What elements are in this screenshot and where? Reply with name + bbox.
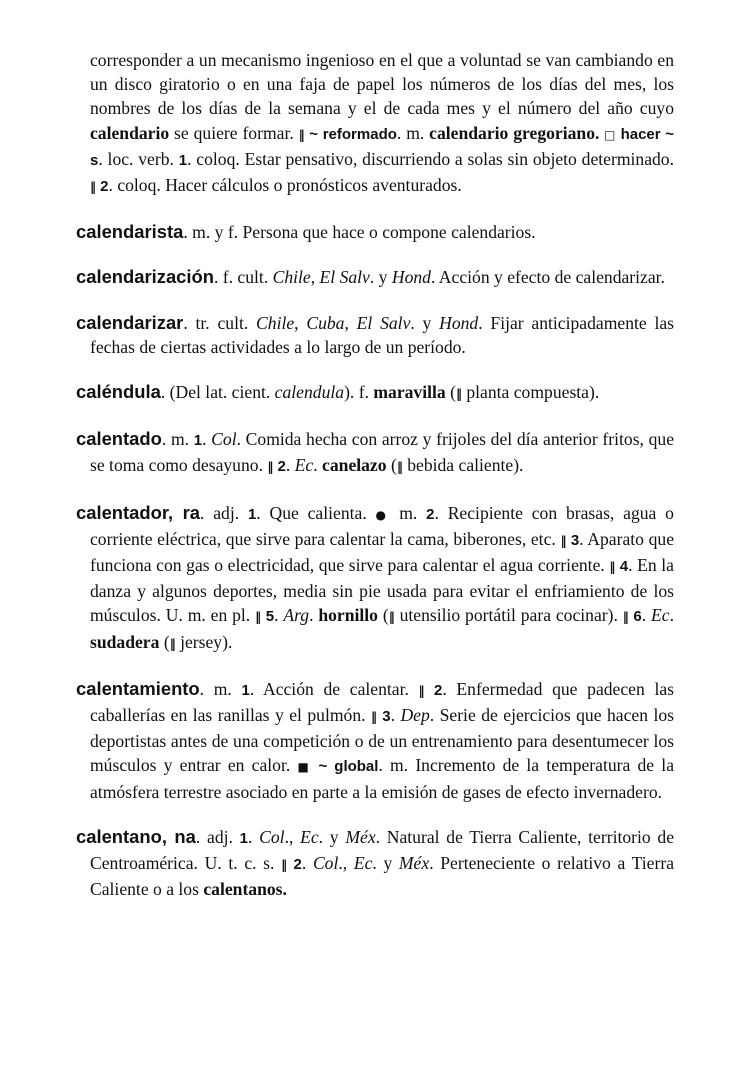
definition-text: . Serie de ejercicios que hacen los deportistas antes de una competición o de un entrenamiento para desentumecer los músculos y entrar en calor. — [90, 705, 675, 776]
italic-abbrev: El Salv — [319, 267, 370, 288]
separator-symbol: ‖ — [281, 858, 288, 873]
definition-text: . Natural de Tierra Caliente, territorio de Centroamérica. U. t. c. s. — [90, 826, 675, 874]
entry-calentamiento — [76, 677, 674, 804]
definition-text: . m. — [396, 122, 430, 143]
definition-text: . Enfermedad que padecen las caballerías en las ranillas y el pulmón. — [90, 678, 675, 726]
bold-term: maravilla — [373, 382, 446, 403]
definition-text: . Acción de calentar. — [249, 678, 419, 699]
definition-text: corresponder a un mecanismo ingenioso en el que a voluntad se van cambiando en un disco giratorio o en una faja de papel los números de los días del mes, los nombres de los días de la semana y el de cada mes y el número del año cuyo — [90, 50, 674, 119]
entry-calendula — [76, 380, 674, 406]
definition-text: , — [310, 267, 320, 288]
separator-symbol: ‖ — [622, 610, 629, 625]
sense-marker: 1 — [239, 829, 248, 847]
bold-term: calentanos. — [203, 879, 287, 900]
headword: calendarista — [76, 221, 184, 243]
sense-marker: 2 — [426, 505, 435, 523]
italic-abbrev: Col — [211, 429, 237, 450]
separator-symbol: ‖ — [90, 180, 96, 195]
definition-text: . y — [369, 267, 392, 288]
entry-calendarizar — [76, 311, 674, 359]
definition-text: ( — [445, 382, 456, 403]
italic-abbrev: Chile — [256, 312, 295, 333]
separator-symbol: ■ — [297, 760, 312, 775]
entry-calentado — [76, 427, 674, 479]
separator-symbol: ‖ — [371, 710, 377, 725]
definition-text: . Perteneciente o relativo a Tierra Caliente o a los — [90, 853, 675, 900]
separator-symbol: ‖ — [388, 610, 395, 625]
italic-abbrev: Ec — [300, 826, 319, 847]
italic-abbrev: Arg — [283, 605, 310, 626]
definition-text: se quiere formar. — [169, 122, 299, 143]
definition-text: . tr. cult. — [183, 312, 257, 333]
definition-text: . Recipiente con brasas, agua o corriente eléctrica, que sirve para calentar la cama, biberones, etc. — [90, 502, 674, 549]
headword: calendarizar — [76, 311, 184, 333]
dictionary-page — [76, 48, 674, 922]
separator-symbol: ‖ — [560, 533, 567, 548]
italic-abbrev: Ec — [294, 455, 314, 476]
bold-term: sudadera — [90, 631, 160, 652]
headword: calentamiento — [76, 677, 200, 699]
separator-symbol: □ — [599, 127, 621, 142]
sense-marker: 1 — [193, 432, 203, 450]
separator-symbol: ‖ — [267, 460, 274, 475]
headword: calentado — [76, 428, 162, 450]
definition-text: . coloq. Estar pensativo, discurriendo a solas sin objeto determinado. — [187, 148, 674, 169]
definition-text: . coloq. Hacer cálculos o pronósticos aventurados. — [108, 175, 462, 196]
definition-text: . m. Incremento de la temperatura de la atmósfera terrestre asociado en parte a la emisión de gases de efecto invernadero. — [90, 755, 675, 802]
definition-text: . f. cult. — [213, 267, 273, 288]
definition-text: . En la danza y algunos deportes, media sin pie usada para evitar el enfriamiento de los músculos. U. m. en pl. — [90, 555, 674, 626]
separator-symbol: ‖ — [396, 460, 403, 475]
definition-text: . Fijar anticipadamente las fechas de ciertas actividades a lo largo de un período. — [90, 312, 675, 357]
headword: calentano, na — [76, 825, 196, 847]
definition-text: , — [344, 312, 357, 333]
definition-text: ( — [159, 631, 170, 652]
separator-symbol: ‖ — [455, 387, 462, 402]
definition-text: planta compuesta). — [461, 382, 600, 403]
separator-symbol: ‖ — [255, 610, 262, 625]
separator-symbol: ‖ — [169, 636, 176, 651]
bold-term: hornillo — [318, 605, 378, 626]
entry-continuation-calendario — [76, 48, 674, 199]
definition-text: . — [313, 455, 323, 476]
definition-text: . Que calienta. — [256, 502, 376, 523]
definition-text: . — [390, 705, 401, 726]
bold-term: canelazo — [322, 455, 387, 476]
sense-marker: 3 — [377, 708, 391, 726]
bold-term: calendario — [90, 122, 170, 143]
sense-marker: hacer ~ s — [90, 125, 675, 169]
italic-abbrev: Chile — [272, 267, 311, 288]
sense-marker: 2 — [273, 458, 286, 476]
definition-text: m. — [390, 502, 427, 523]
definition-text: bebida caliente). — [402, 455, 524, 476]
italic-abbrev: El Salv — [356, 312, 411, 333]
separator-symbol: ‖ — [609, 560, 616, 575]
sense-marker: 1 — [247, 505, 257, 523]
sense-marker: 2 — [287, 856, 302, 874]
sense-marker: 1 — [241, 681, 250, 699]
definition-text: . Comida hecha con arroz y frijoles del día anterior fritos, que se toma como desayuno. — [90, 429, 675, 476]
definition-text: . — [285, 455, 295, 476]
definition-text: jersey). — [175, 631, 233, 652]
italic-abbrev: Cuba — [306, 312, 345, 333]
italic-abbrev: calendula — [274, 382, 345, 403]
definition-text: , — [294, 312, 307, 333]
definition-text: utensilio portátil para cocinar). — [394, 605, 623, 626]
italic-abbrev: Col — [259, 826, 285, 847]
definition-text: . (Del lat. cient. — [160, 382, 275, 403]
separator-symbol: ‖ — [418, 683, 425, 698]
sense-marker: 1 — [178, 151, 188, 169]
sense-marker: 5 — [261, 608, 275, 626]
definition-text: ( — [377, 605, 389, 626]
italic-abbrev: Col — [312, 853, 339, 874]
italic-abbrev: Dep — [400, 705, 430, 726]
sense-marker: 4 — [615, 558, 629, 576]
definition-text: ). f. — [344, 382, 374, 403]
separator-symbol: ‖ — [298, 127, 305, 142]
definition-text: . — [309, 605, 319, 626]
definition-text: ( — [386, 455, 397, 476]
sense-marker: ~ reformado — [304, 125, 397, 143]
definition-text: . m. — [199, 678, 242, 699]
italic-abbrev: Ec — [353, 853, 373, 874]
definition-text: . y — [372, 853, 399, 874]
separator-symbol: ● — [375, 507, 391, 522]
definition-text: . — [641, 605, 652, 626]
definition-text: . — [248, 826, 260, 847]
definition-text: ., — [338, 853, 354, 874]
definition-text: . adj. — [200, 502, 248, 523]
italic-abbrev: Hond — [391, 267, 431, 288]
italic-abbrev: Ec — [651, 605, 670, 626]
entry-calendarista — [76, 220, 674, 244]
entry-calendarizacion — [76, 265, 674, 289]
headword: calendarización — [76, 266, 214, 288]
definition-text: . — [274, 605, 284, 626]
italic-abbrev: Hond — [439, 312, 479, 333]
sense-marker: 6 — [628, 608, 642, 626]
entry-calentador — [76, 501, 674, 656]
definition-text: . y — [410, 312, 440, 333]
definition-text: ., — [284, 826, 301, 847]
entry-calentano — [76, 825, 674, 902]
sense-marker: ~ global — [311, 758, 379, 776]
definition-text: . adj. — [195, 826, 240, 847]
definition-text: . — [669, 605, 674, 626]
definition-text: . y — [318, 826, 346, 847]
sense-marker: 2 — [424, 681, 443, 699]
definition-text: . m. y f. Persona que hace o compone calendarios. — [183, 222, 536, 243]
definition-text: . — [202, 429, 212, 450]
italic-abbrev: Méx — [398, 853, 430, 874]
definition-text: . Aparato que funciona con gas o electricidad, que sirve para calentar el agua corriente. — [90, 528, 674, 576]
sense-marker: 2 — [96, 178, 109, 196]
definition-text: . m. — [161, 429, 194, 450]
definition-text: . — [301, 853, 313, 874]
sense-marker: 3 — [566, 531, 580, 549]
definition-text: . Acción y efecto de calendarizar. — [430, 267, 665, 288]
headword: caléndula — [76, 381, 161, 403]
headword: calentador, ra — [76, 501, 201, 523]
italic-abbrev: Méx — [345, 826, 376, 847]
definition-text: . loc. verb. — [98, 148, 179, 169]
bold-term: calendario gregoriano. — [429, 122, 600, 143]
